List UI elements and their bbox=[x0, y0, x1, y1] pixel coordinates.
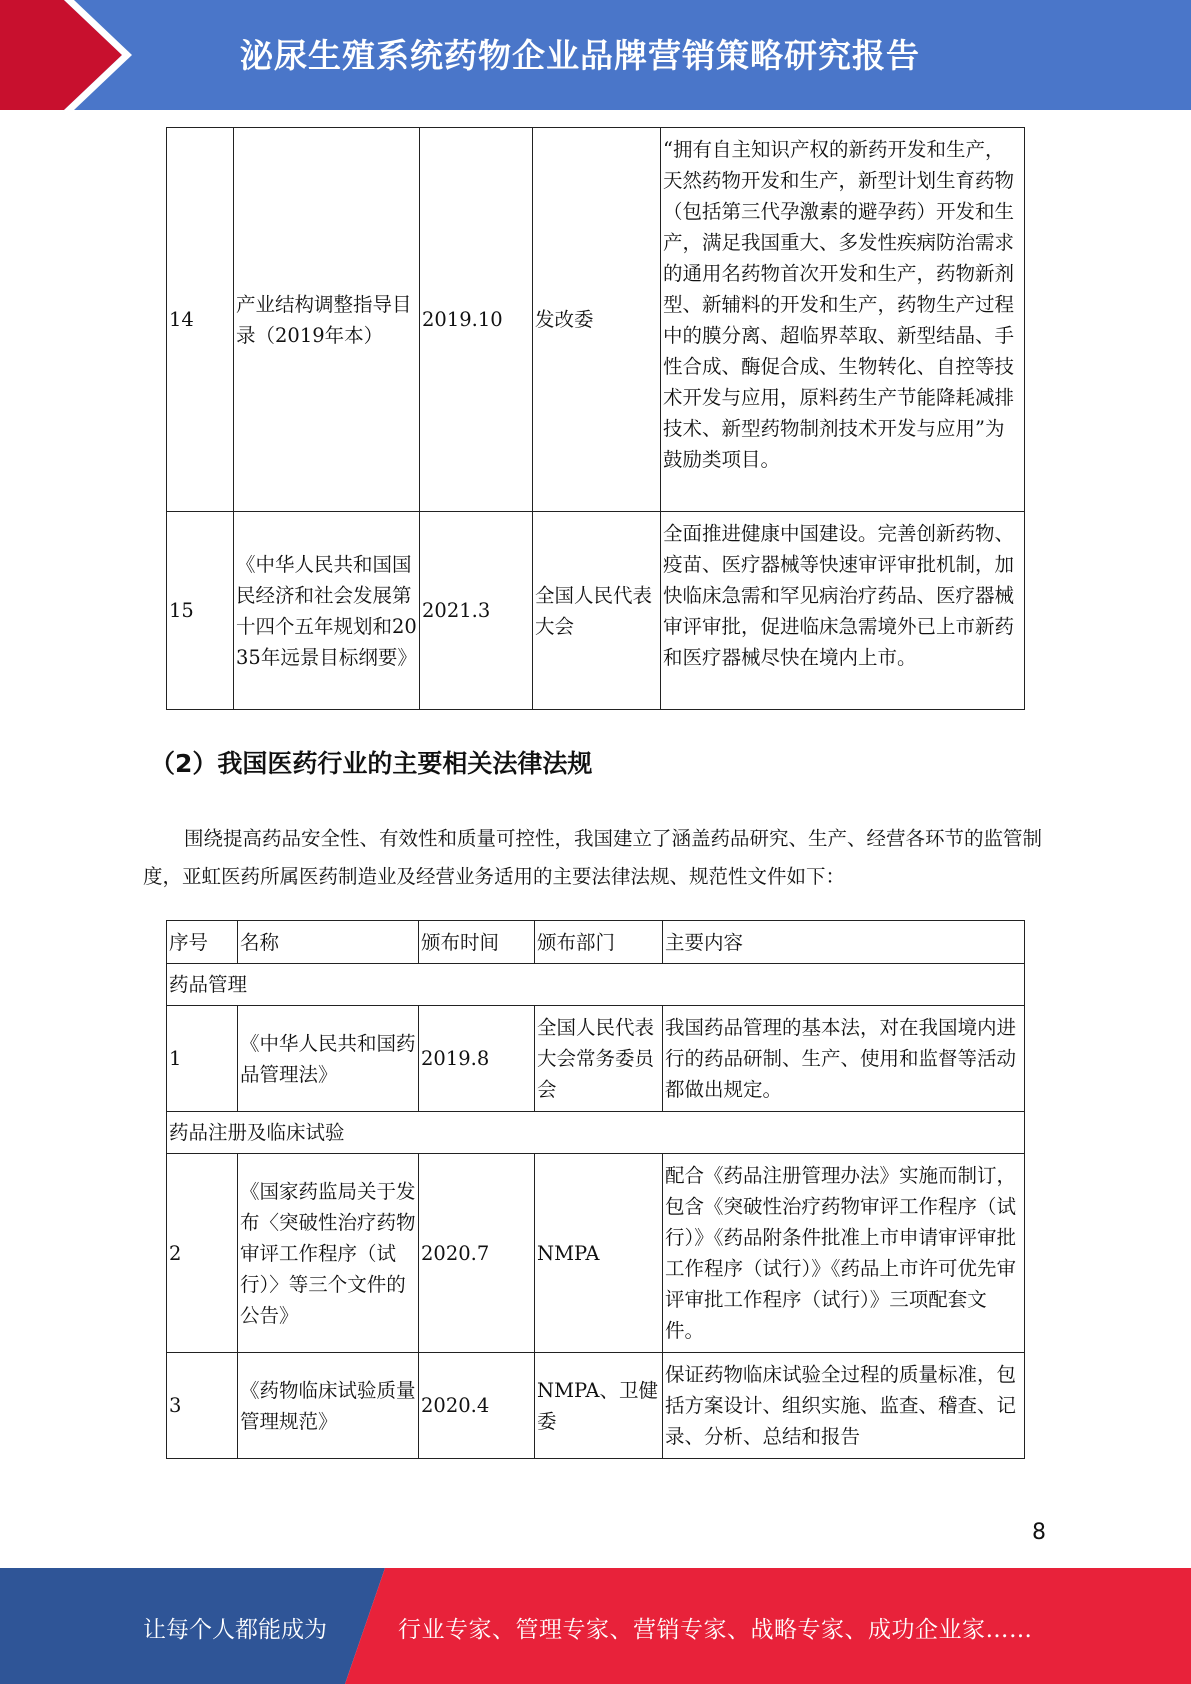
table-row bbox=[167, 1006, 1025, 1112]
header-content: 主要内容 bbox=[663, 921, 1025, 964]
issue-date: 2020.4 bbox=[419, 1353, 535, 1459]
header-banner bbox=[0, 0, 1191, 110]
doc-name: 《药物临床试验质量管理规范》 bbox=[238, 1353, 419, 1459]
row-number: 15 bbox=[167, 512, 234, 710]
page-number: 8 bbox=[1032, 1520, 1046, 1545]
table-header-row bbox=[167, 921, 1025, 964]
row-number: 2 bbox=[167, 1154, 238, 1353]
doc-name: 《中华人民共和国国民经济和社会发展第十四个五年规划和2035年远景目标纲要》 bbox=[234, 512, 420, 710]
header-date: 颁布时间 bbox=[419, 921, 535, 964]
doc-name: 《国家药监局关于发布〈突破性治疗药物审评工作程序（试行）〉等三个文件的公告》 bbox=[238, 1154, 419, 1353]
issuing-dept: NMPA bbox=[535, 1154, 663, 1353]
issuing-dept: 发改委 bbox=[533, 128, 661, 512]
header-no: 序号 bbox=[167, 921, 238, 964]
main-content: “拥有自主知识产权的新药开发和生产，天然药物开发和生产，新型计划生育药物（包括第三代孕激素的避孕药）开发和生产，满足我国重大、多发性疾病防治需求的通用名药物首次开发和生产，药物新剂型、新辅料的开发和生产，药物生产过程中的膜分离、超临界萃取、新型结晶、手性合成、酶促合成、生物转化、自控等技术开发与应用，原料药生产节能降耗减排技术、新型药物制剂技术开发与应用”为鼓励类项目。 bbox=[661, 128, 1025, 512]
main-content: 我国药品管理的基本法，对在我国境内进行的药品研制、生产、使用和监督等活动都做出规定。 bbox=[663, 1006, 1025, 1112]
table-row bbox=[167, 1154, 1025, 1353]
paragraph-text: 围绕提高药品安全性、有效性和质量可控性，我国建立了涵盖药品研究、生产、经营各环节的监管制度，亚虹医药所属医药制造业及经营业务适用的主要法律法规、规范性文件如下： bbox=[143, 827, 1043, 888]
issuing-dept: NMPA、卫健委 bbox=[535, 1353, 663, 1459]
main-content: 配合《药品注册管理办法》实施而制订，包含《突破性治疗药物审评工作程序（试行）》《药品附条件批准上市申请审评审批工作程序（试行）》《药品上市许可优先审评审批工作程序（试行）》三项配套文件。 bbox=[663, 1154, 1025, 1353]
group-title: 药品注册及临床试验 bbox=[167, 1112, 1025, 1154]
header-dept: 颁布部门 bbox=[535, 921, 663, 964]
section-heading: （2）我国医药行业的主要相关法律法规 bbox=[150, 749, 593, 778]
laws-table bbox=[166, 920, 1025, 1459]
group-row bbox=[167, 1112, 1025, 1154]
doc-name: 《中华人民共和国药品管理法》 bbox=[238, 1006, 419, 1112]
issue-date: 2021.3 bbox=[420, 512, 533, 710]
footer-slogan-right: 行业专家、管理专家、营销专家、战略专家、成功企业家…… bbox=[398, 1617, 1033, 1643]
group-title: 药品管理 bbox=[167, 964, 1025, 1006]
doc-name: 产业结构调整指导目录（2019年本） bbox=[234, 128, 420, 512]
footer-banner bbox=[0, 1568, 1191, 1684]
policy-table-continued bbox=[166, 127, 1025, 710]
main-content: 全面推进健康中国建设。完善创新药物、疫苗、医疗器械等快速审评审批机制，加快临床急需和罕见病治疗药品、医疗器械审评审批，促进临床急需境外已上市新药和医疗器械尽快在境内上市。 bbox=[661, 512, 1025, 710]
intro-paragraph bbox=[143, 820, 1048, 896]
row-number: 3 bbox=[167, 1353, 238, 1459]
group-row bbox=[167, 964, 1025, 1006]
issuing-dept: 全国人民代表大会常务委员会 bbox=[535, 1006, 663, 1112]
footer-slogan-left: 让每个人都能成为 bbox=[143, 1617, 327, 1643]
header-name: 名称 bbox=[238, 921, 419, 964]
issue-date: 2019.10 bbox=[420, 128, 533, 512]
issue-date: 2019.8 bbox=[419, 1006, 535, 1112]
report-title: 泌尿生殖系统药物企业品牌营销策略研究报告 bbox=[240, 36, 920, 75]
issuing-dept: 全国人民代表大会 bbox=[533, 512, 661, 710]
row-number: 14 bbox=[167, 128, 234, 512]
table-row bbox=[167, 512, 1025, 710]
table-row bbox=[167, 128, 1025, 512]
table-row bbox=[167, 1353, 1025, 1459]
issue-date: 2020.7 bbox=[419, 1154, 535, 1353]
row-number: 1 bbox=[167, 1006, 238, 1112]
main-content: 保证药物临床试验全过程的质量标准，包括方案设计、组织实施、监查、稽查、记录、分析、总结和报告 bbox=[663, 1353, 1025, 1459]
